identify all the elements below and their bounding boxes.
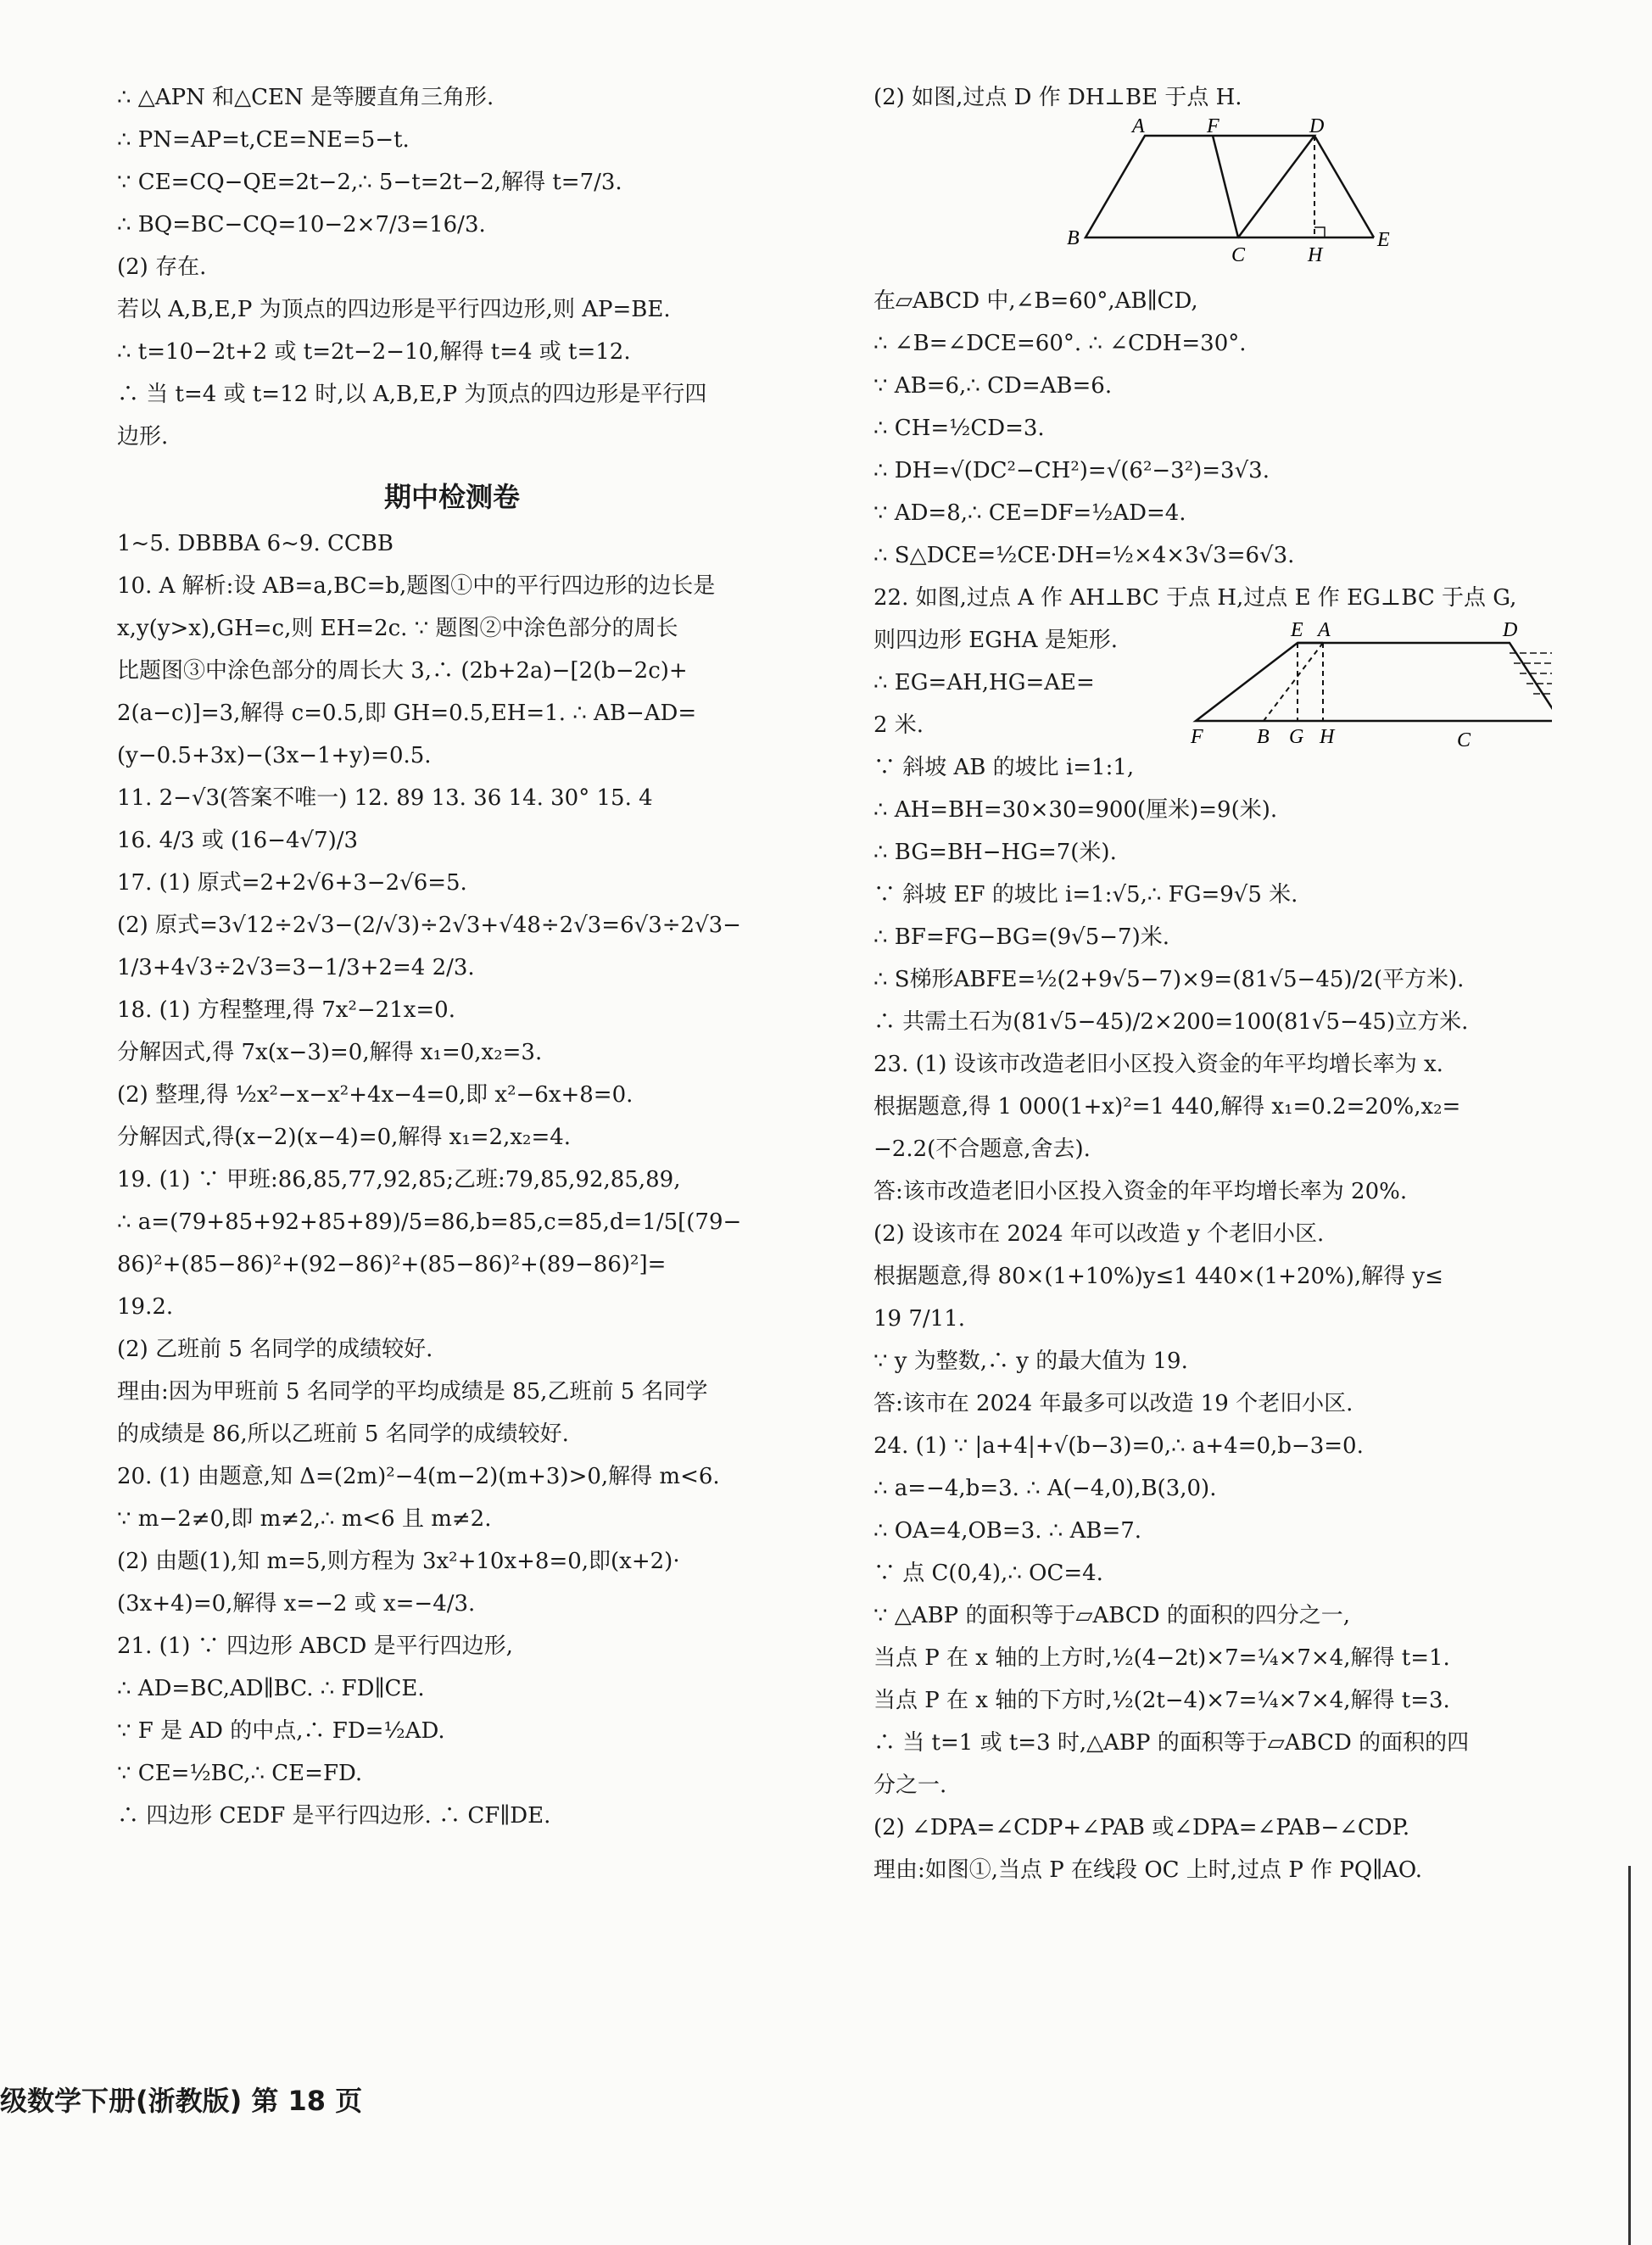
text-line: −2.2(不合题意,舍去). [873,1136,1091,1162]
text-line: ∴ PN=AP=t,CE=NE=5−t. [117,127,410,153]
text-line: 1~5. DBBBA 6~9. CCBB [117,531,394,556]
text-line: 则四边形 EGHA 是矩形. [873,628,1118,653]
text-line: 的成绩是 86,所以乙班前 5 名同学的成绩较好. [117,1421,569,1447]
text-line: ∴ S△DCE=½CE·DH=½×4×3√3=6√3. [873,543,1295,568]
label-h: H [1320,726,1335,748]
text-line: ∴ S梯形ABFE=½(2+9√5−7)×9=(81√5−45)/2(平方米). [873,967,1465,992]
text-line: ∵ △ABP 的面积等于▱ABCD 的面积的四分之一, [873,1603,1351,1628]
trapezoid-shape [1196,643,1552,721]
left-block-1 [117,76,787,458]
text-line: 2 米. [873,712,924,738]
label-a: A [1318,619,1331,641]
text-line: 22. 如图,过点 A 作 AH⊥BC 于点 H,过点 E 作 EG⊥BC 于点 G, [873,585,1517,611]
text-line: ∵ AB=6,∴ CD=AB=6. [873,373,1113,399]
text-line: ∴ BF=FG−BG=(9√5−7)米. [873,924,1170,950]
text-line: ∵ y 为整数,∴ y 的最大值为 19. [873,1349,1188,1374]
text-line: 分解因式,得 7x(x−3)=0,解得 x₁=0,x₂=3. [117,1040,543,1065]
text-line: 20. (1) 由题意,知 Δ=(2m)²−4(m−2)(m+3)>0,解得 m<6. [117,1464,720,1489]
text-line: (y−0.5+3x)−(3x−1+y)=0.5. [117,743,432,768]
label-b: B [1067,227,1080,249]
text-line: ∴ BQ=BC−CQ=10−2×7/3=16/3. [117,212,486,237]
text-line: ∴ 当 t=4 或 t=12 时,以 A,B,E,P 为顶点的四边形是平行四 [117,382,707,407]
text-line: (3x+4)=0,解得 x=−2 或 x=−4/3. [117,1591,476,1617]
text-line: 10. A 解析:设 AB=a,BC=b,题图①中的平行四边形的边长是 [117,573,716,599]
text-line: ∴ a=−4,b=3. ∴ A(−4,0),B(3,0). [873,1476,1217,1501]
text-line: ∵ 点 C(0,4),∴ OC=4. [873,1561,1103,1586]
text-line: 理由:因为甲班前 5 名同学的平均成绩是 85,乙班前 5 名同学 [117,1379,708,1405]
text-line: ∵ 斜坡 EF 的坡比 i=1:√5,∴ FG=9√5 米. [873,882,1298,907]
text-line: ∴ AD=BC,AD∥BC. ∴ FD∥CE. [117,1676,425,1701]
text-line: 16. 4/3 或 (16−4√7)/3 [117,828,359,853]
right-column [873,76,1552,1891]
text-line: x,y(y>x),GH=c,则 EH=2c. ∵ 题图②中涂色部分的周长 [117,616,678,641]
text-line: 答:该市在 2024 年最多可以改造 19 个老旧小区. [873,1391,1353,1416]
text-line: 86)²+(85−86)²+(92−86)²+(85−86)²+(89−86)²]= [117,1252,667,1277]
text-line: ∴ t=10−2t+2 或 t=2t−2−10,解得 t=4 或 t=12. [117,339,631,365]
parallelogram-shape [1086,136,1314,237]
parallelogram-diagram [873,119,1552,280]
text-line: (2) ∠DPA=∠CDP+∠PAB 或∠DPA=∠PAB−∠CDP. [873,1815,1410,1840]
label-f: F [1207,119,1219,137]
text-line: 根据题意,得 80×(1+10%)y≤1 440×(1+20%),解得 y≤ [873,1264,1443,1289]
text-line: ∵ F 是 AD 的中点,∴ FD=½AD. [117,1718,445,1744]
label-d: D [1309,119,1325,137]
label-c: C [1457,729,1471,751]
text-line: (2) 设该市在 2024 年可以改造 y 个老旧小区. [873,1221,1325,1247]
text-line: ∴ EG=AH,HG=AE= [873,670,1095,695]
text-line: 分之一. [873,1773,947,1798]
text-line: 2(a−c)]=3,解得 c=0.5,即 GH=0.5,EH=1. ∴ AB−AD= [117,701,697,726]
label-e: E [1291,619,1303,641]
embankment-diagram [1187,611,1552,755]
label-e: E [1377,229,1390,251]
text-line: 根据题意,得 1 000(1+x)²=1 440,解得 x₁=0.2=20%,x₂= [873,1094,1461,1120]
text-line: (2) 存在. [117,254,207,280]
text-line: 11. 2−√3(答案不唯一) 12. 89 13. 36 14. 30° 15. 4 [117,785,653,811]
text-line: ∵ CE=½BC,∴ CE=FD. [117,1761,363,1786]
text-line: 答:该市改造老旧小区投入资金的年平均增长率为 20%. [873,1179,1408,1204]
left-column [117,76,787,1837]
line-de [1314,136,1374,237]
text-line: 比题图③中涂色部分的周长大 3,∴ (2b+2a)−[2(b−2c)+ [117,658,688,684]
label-d: D [1503,619,1518,641]
label-f: F [1191,726,1203,748]
section-title: 期中检测卷 [383,481,520,513]
text-line: 18. (1) 方程整理,得 7x²−21x=0. [117,997,455,1023]
text-line: 21. (1) ∵ 四边形 ABCD 是平行四边形, [117,1633,513,1659]
text-line: 1/3+4√3÷2√3=3−1/3+2=4 2/3. [117,955,475,980]
text-line: ∵ 斜坡 AB 的坡比 i=1:1, [873,755,1135,780]
text-line: 理由:如图①,当点 P 在线段 OC 上时,过点 P 作 PQ∥AO. [873,1857,1422,1883]
text-line: 若以 A,B,E,P 为顶点的四边形是平行四边形,则 AP=BE. [117,297,671,322]
text-line: (2) 如图,过点 D 作 DH⊥BE 于点 H. [873,85,1242,110]
label-b: B [1257,726,1270,748]
text-line: ∴ AH=BH=30×30=900(厘米)=9(米). [873,797,1278,823]
text-line: ∴ DH=√(DC²−CH²)=√(6²−3²)=3√3. [873,458,1270,483]
text-line: 当点 P 在 x 轴的上方时,½(4−2t)×7=¼×7×4,解得 t=1. [873,1645,1450,1671]
text-line: 分解因式,得(x−2)(x−4)=0,解得 x₁=2,x₂=4. [117,1125,572,1150]
text-line: ∵ AD=8,∴ CE=DF=½AD=4. [873,500,1186,526]
text-line: (2) 由题(1),知 m=5,则方程为 3x²+10x+8=0,即(x+2)· [117,1549,680,1574]
text-line: 24. (1) ∵ |a+4|+√(b−3)=0,∴ a+4=0,b−3=0. [873,1433,1364,1459]
text-line: 当点 P 在 x 轴的下方时,½(2t−4)×7=¼×7×4,解得 t=3. [873,1688,1450,1713]
text-line: ∴ 共需土石为(81√5−45)/2×200=100(81√5−45)立方米. [873,1009,1469,1035]
text-line: ∴ a=(79+85+92+85+89)/5=86,b=85,c=85,d=1/5[(79− [117,1209,742,1235]
text-line: 19.2. [117,1294,174,1320]
text-line: 23. (1) 设该市改造老旧小区投入资金的年平均增长率为 x. [873,1052,1443,1077]
text-line: ∴ 当 t=1 或 t=3 时,△ABP 的面积等于▱ABCD 的面积的四 [873,1730,1470,1756]
parallelogram-figure [873,119,1552,280]
label-h: H [1308,244,1323,266]
text-line: ∴ ∠B=∠DCE=60°. ∴ ∠CDH=30°. [873,331,1247,356]
text-line: ∵ m−2≠0,即 m≠2,∴ m<6 且 m≠2. [117,1506,492,1532]
text-line: ∴ CH=½CD=3. [873,416,1045,441]
text-line: (2) 整理,得 ½x²−x−x²+4x−4=0,即 x²−6x+8=0. [117,1082,633,1108]
text-line: 19. (1) ∵ 甲班:86,85,77,92,85;乙班:79,85,92,85,89, [117,1167,681,1192]
text-line: 19 7/11. [873,1306,965,1332]
text-line: 在▱ABCD 中,∠B=60°,AB∥CD, [873,288,1198,314]
label-c: C [1231,244,1246,266]
line-cf [1213,136,1238,237]
page-footer: 级数学下册(浙教版) 第 18 页 [0,2085,363,2117]
text-line: (2) 原式=3√12÷2√3−(2/√3)÷2√3+√48÷2√3=6√3÷2√3− [117,913,741,938]
right-angle-mark [1314,227,1325,237]
text-line: ∴ OA=4,OB=3. ∴ AB=7. [873,1518,1142,1544]
label-a: A [1132,119,1145,137]
label-g: G [1289,726,1304,748]
text-line: 边形. [117,424,169,450]
slope-ab [1264,643,1323,721]
text-line: ∴ 四边形 CEDF 是平行四边形. ∴ CF∥DE. [117,1803,551,1829]
left-block-2 [117,522,787,1837]
text-line: ∴ BG=BH−HG=7(米). [873,840,1117,865]
text-line: (2) 乙班前 5 名同学的成绩较好. [117,1337,433,1362]
text-line: ∴ △APN 和△CEN 是等腰直角三角形. [117,85,494,110]
problem-22-block [873,619,1552,751]
text-line: ∵ CE=CQ−QE=2t−2,∴ 5−t=2t−2,解得 t=7/3. [117,170,622,195]
text-line: 17. (1) 原式=2+2√6+3−2√6=5. [117,870,467,896]
scan-edge-mark [1628,1866,1631,2245]
